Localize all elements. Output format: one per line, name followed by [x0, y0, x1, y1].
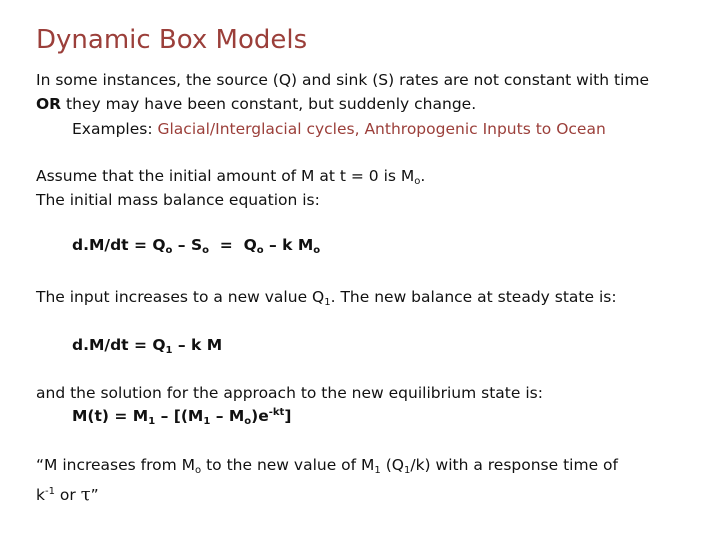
solution-intro-line	[36, 383, 543, 403]
intro-line-1	[36, 70, 649, 90]
equation-initial-balance	[72, 235, 320, 255]
eq-part: d.M/dt = Q	[72, 236, 166, 254]
tau-symbol: τ	[80, 484, 91, 505]
intro-text: In some instances, the source (Q) and sink (S) rates are not constant with time	[36, 71, 650, 89]
superscript: -kt	[268, 407, 285, 418]
subscript: 1	[203, 416, 211, 427]
assume-suffix: .	[420, 167, 426, 185]
subscript: o	[165, 245, 173, 256]
eq-part: = Q	[209, 236, 257, 254]
subscript: o	[313, 245, 321, 256]
quote-part: to the new value of M	[201, 456, 375, 474]
quote-line-1	[36, 455, 618, 475]
or-emphasis: OR	[36, 95, 62, 113]
subscript: o	[244, 416, 252, 427]
quote-part: (Q	[380, 456, 404, 474]
eq-part: – [(M	[155, 407, 204, 425]
input-increase-line	[36, 287, 617, 307]
quote-part: “M increases from M	[36, 456, 196, 474]
subscript: o	[202, 245, 209, 256]
equation-steady-state	[72, 335, 222, 355]
intro-line-2-text: they may have been constant, but suddenly change.	[61, 95, 477, 113]
subscript: 1	[324, 297, 331, 308]
quote-part: ”	[90, 486, 99, 504]
eq-part: – M	[210, 407, 245, 425]
input-increase-suffix: . The new balance at steady state is:	[330, 288, 617, 306]
subscript: 1	[148, 416, 156, 427]
superscript: -1	[44, 486, 55, 497]
balance-intro-line	[36, 190, 320, 210]
subscript: 1	[374, 465, 381, 476]
quote-part: or	[54, 486, 81, 504]
eq-part: – k M	[263, 236, 314, 254]
subscript: 1	[403, 465, 411, 476]
subscript: o	[414, 176, 421, 187]
eq-part: )e	[251, 407, 269, 425]
examples-text: Glacial/Interglacial cycles, Anthropogenic Inputs to Ocean	[157, 120, 606, 138]
quote-part: /k) with a response time of	[410, 456, 618, 474]
eq-part: ]	[284, 407, 292, 425]
eq-part: M(t) = M	[72, 407, 149, 425]
balance-intro-text: The initial mass balance equation is:	[36, 191, 320, 209]
subscript: 1	[165, 345, 173, 356]
assume-line	[36, 166, 425, 186]
subscript: o	[195, 465, 202, 476]
eq-part: – k M	[172, 336, 223, 354]
eq-part: – S	[172, 236, 203, 254]
intro-line-2	[36, 94, 476, 114]
equation-solution	[72, 406, 291, 426]
quote-line-2	[36, 485, 99, 505]
solution-intro-text: and the solution for the approach to the new equilibrium state is:	[36, 384, 543, 402]
eq-part: d.M/dt = Q	[72, 336, 166, 354]
examples-label: Examples:	[72, 120, 158, 138]
quote-part: k	[36, 486, 45, 504]
assume-text: Assume that the initial amount of M at t = 0 is M	[36, 167, 415, 185]
slide-title: Dynamic Box Models	[36, 25, 308, 55]
examples-line	[72, 119, 606, 139]
input-increase-text: The input increases to a new value Q	[36, 288, 325, 306]
subscript: o	[256, 245, 264, 256]
